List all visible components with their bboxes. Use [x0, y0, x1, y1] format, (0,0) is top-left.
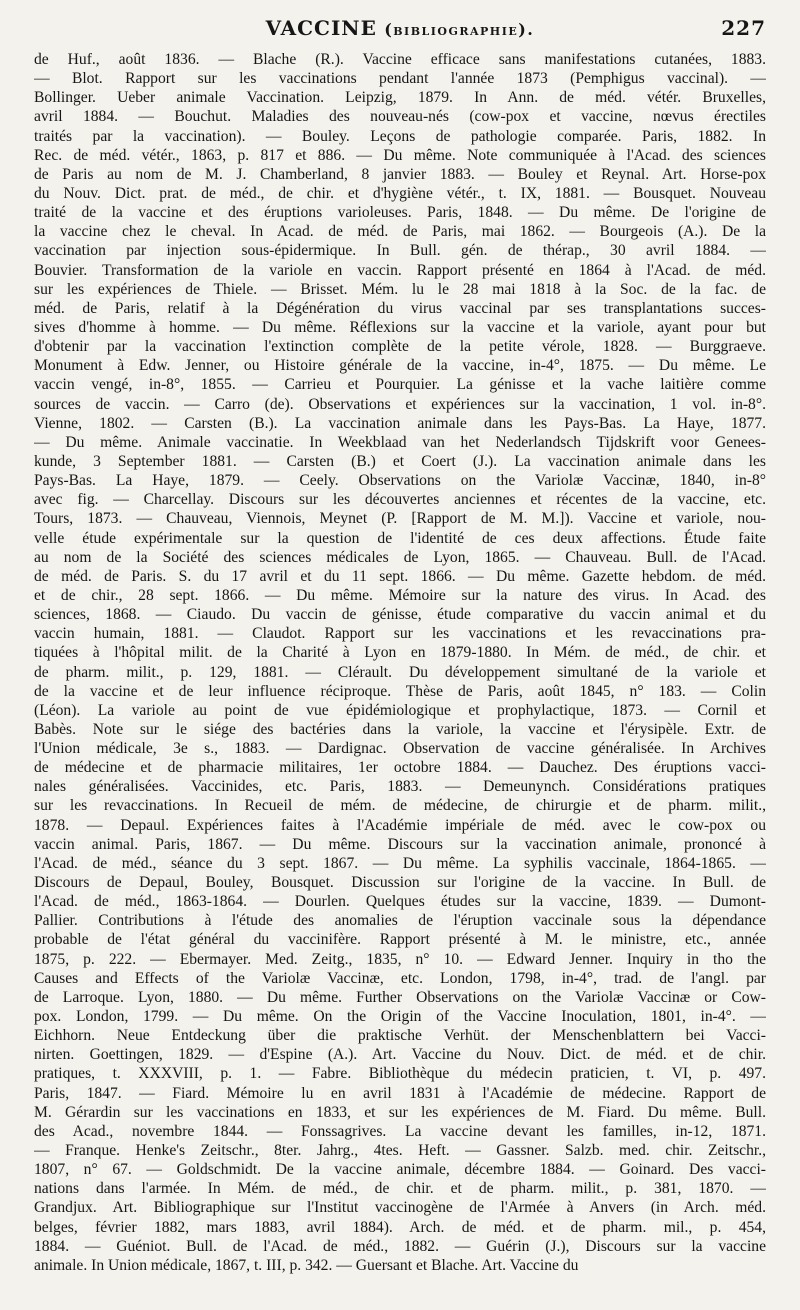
text-line: sur les revaccinations. In Recueil de mém. de médecine, de chirurgie et de pharm. milit., — [34, 797, 766, 815]
text-line: au nom de la Société des sciences médicales de Lyon, 1865. — Chauveau. Bull. de l'Acad. — [34, 548, 766, 566]
text-line: pox. London, 1799. — Du même. On the Origin of the Vaccine Inoculation, 1801, in-4°. — — [34, 1008, 766, 1026]
text-line: 1875, p. 222. — Ebermayer. Med. Zeitg., 1835, n° 10. — Edward Jenner. Inquiry in tho the — [34, 950, 766, 968]
text-line: de Huf., août 1836. — Blache (R.). Vaccine efficace sans manifestations cutanées, 1883. — [34, 51, 766, 68]
text-line: — Franque. Henke's Zeitschr., 8ter. Jahrg., 4tes. Heft. — Gassner. Salzb. med. chir. Zeitschr., — [34, 1142, 766, 1160]
page-title: VACCINE — [265, 16, 377, 40]
text-line: avec fig. — Charcellay. Discours sur les découvertes anciennes et récentes de la vaccine, etc. — [34, 491, 766, 509]
text-line: 1878. — Depaul. Expériences faites à l'Académie impériale de méd. avec le cow-pox ou — [34, 816, 766, 834]
text-line: l'Union médicale, 3e s., 1883. — Dardignac. Observation de vaccine généralisée. In Archives — [34, 740, 766, 758]
text-line: — Du même. Animale vaccinatie. In Weekblaad van het Nederlandsch Tijdskrift voor Genees- — [34, 433, 766, 451]
text-line: la vaccine chez le cheval. In Acad. de méd. de Paris, mai 1862. — Bourgeois (A.). De la — [34, 223, 766, 241]
text-line: Grandjux. Art. Bibliographique sur l'Institut vaccinogène de l'Armée à Anvers (in Arch. méd. — [34, 1199, 766, 1217]
text-line: Pallier. Contributions à l'étude des anomalies de l'éruption vaccinale sous la dépendance — [34, 912, 766, 930]
text-line: Monument à Edw. Jenner, ou Histoire générale de la vaccine, in-4°, 1875. — Du même. Le — [34, 357, 766, 375]
text-line: et de chir., 28 sept. 1866. — Du même. Mémoire sur la nature des virus. In Acad. des — [34, 586, 766, 604]
text-line: sciences, 1868. — Ciaudo. Du vaccin de génisse, étude comparative du vaccin animal et du — [34, 606, 766, 624]
text-line: de Larroque. Lyon, 1880. — Du même. Further Observations on the Variolæ Vaccinæ or Cow- — [34, 988, 766, 1006]
text-line: sives d'homme à homme. — Du même. Réflexions sur la vaccine et la variole, ayant pour but — [34, 318, 766, 336]
text-line: de pharm. milit., p. 129, 1881. — Clérault. Du développement simultané de la variole et — [34, 663, 766, 681]
text-line: kunde, 3 September 1881. — Carsten (B.) et Coert (J.). La vaccination animale dans les — [34, 452, 766, 470]
text-line: du Nouv. Dict. prat. de méd., de chir. et d'hygiène vétér., t. IX, 1881. — Bousquet. Nouveau — [34, 184, 766, 202]
page-number: 227 — [721, 16, 766, 40]
text-line: pratiques, t. XXXVIII, p. 1. — Fabre. Bibliothèque du médecin praticien, t. VI, p. 497. — [34, 1065, 766, 1083]
text-line: de méd. de Paris. S. du 17 avril et du 11 sept. 1866. — Du même. Gazette hebdom. de méd. — [34, 567, 766, 585]
text-line: 1884. — Guéniot. Bull. de l'Acad. de méd., 1882. — Guérin (J.), Discours sur la vaccine — [34, 1237, 766, 1255]
text-line: avril 1884. — Bouchut. Maladies des nouveau-nés (cow-pox et vaccine, nœvus érectiles — [34, 108, 766, 126]
text-line: Rec. de méd. vétér., 1863, p. 817 et 886. — Du même. Note communiquée à l'Acad. des sciences — [34, 146, 766, 164]
text-line: d'obtenir par la vaccination l'extinction complète de la petite vérole, 1828. — Burggraeve. — [34, 338, 766, 356]
text-line: vaccin humain, 1881. — Claudot. Rapport sur les vaccinations et les revaccinations pra- — [34, 625, 766, 643]
text-line: nations dans l'armée. In Mém. de méd., de chir. et de pharm. milit., p. 381, 1870. — — [34, 1180, 766, 1198]
running-header — [34, 16, 766, 50]
text-line: Vienne, 1802. — Carsten (B.). La vaccination animale dans les Pays-Bas. La Haye, 1877. — [34, 414, 766, 432]
text-line: vaccin animal. Paris, 1867. — Du même. Discours sur la vaccination animale, prononcé à — [34, 835, 766, 853]
text-line: Pays-Bas. La Haye, 1879. — Ceely. Observations on the Variolæ Vaccinæ, 1840, in-8° — [34, 472, 766, 490]
text-line: Bollinger. Ueber animale Vaccination. Leipzig, 1879. In Ann. de méd. vétér. Bruxelles, — [34, 89, 766, 107]
text-line: Paris, 1847. — Fiard. Mémoire lu en avril 1831 à l'Académie de médecine. Rapport de — [34, 1084, 766, 1102]
text-line: des Acad., novembre 1844. — Fonssagrives. La vaccine devant les familles, in-12, 1871. — [34, 1122, 766, 1140]
text-line: Babès. Note sur le siége des bactéries dans la variole, la vaccine et l'érysipèle. Extr. de — [34, 720, 766, 738]
text-line: 1807, n° 67. — Goldschmidt. De la vaccine animale, décembre 1884. — Goinard. Des vacci- — [34, 1161, 766, 1179]
text-line: Causes and Effects of the Variolæ Vaccinæ, etc. London, 1798, in-4°, trad. de l'angl. par — [34, 969, 766, 987]
text-line: traités par la vaccination). — Bouley. Leçons de pathologie comparée. Paris, 1882. In — [34, 127, 766, 145]
text-line: traité de la vaccine et des éruptions varioleuses. Paris, 1848. — Du même. De l'origine de — [34, 204, 766, 222]
text-line: Eichhorn. Neue Entdeckung über die praktische Verhüt. der Menschenblattern bei Vacci- — [34, 1027, 766, 1045]
text-line: vaccination par injection sous-épidermique. In Bull. gén. de thérap., 30 avril 1884. — — [34, 242, 766, 260]
text-line: Bouvier. Transformation de la variole en vaccin. Rapport présenté en 1864 à l'Acad. de méd. — [34, 261, 766, 279]
page-subtitle: (bibliographie). — [384, 20, 535, 39]
text-line: nirten. Goettingen, 1829. — d'Espine (A.). Art. Vaccine du Nouv. Dict. de méd. et de chir. — [34, 1046, 766, 1064]
text-line: Discours de Depaul, Bouley, Bousquet. Discussion sur l'origine de la vaccine. In Bull. de — [34, 874, 766, 892]
text-line: — Blot. Rapport sur les vaccinations pendant l'année 1873 (Pemphigus vaccinal). — — [34, 70, 766, 88]
text-line: nales généralisées. Vaccinides, etc. Paris, 1883. — Demeunynch. Considérations pratiques — [34, 778, 766, 796]
text-line: Tours, 1873. — Chauveau, Viennois, Meynet (P. [Rapport de M. M.]). Vaccine et variole, nou- — [34, 510, 766, 528]
bibliography-text — [34, 50, 766, 1275]
text-line: sources de vaccin. — Carro (de). Observations et expériences sur la vaccination, 1 vol. in-8°. — [34, 395, 766, 413]
text-line: sur les expériences de Thiele. — Brisset. Mém. lu le 28 mai 1818 à la Soc. de la fac. de — [34, 280, 766, 298]
text-line: M. Gérardin sur les vaccinations en 1833, et sur les expériences de M. Fiard. Du même. Bull. — [34, 1103, 766, 1121]
text-line: velle étude expérimentale sur la question de l'identité de ces deux affections. Étude faite — [34, 529, 766, 547]
text-line: l'Acad. de méd., séance du 3 sept. 1867. — Du même. La syphilis vaccinale, 1864-1865. — — [34, 854, 766, 872]
text-line: de médecine et de pharmacie militaires, 1er octobre 1884. — Dauchez. Des éruptions vacci- — [34, 759, 766, 777]
text-line: tiquées à l'hôpital milit. de la Charité à Lyon en 1879-1880. In Mém. de méd., de chir. et — [34, 644, 766, 662]
text-line: vaccin vengé, in-8°, 1855. — Carrieu et Pourquier. La génisse et la vache laitière comme — [34, 376, 766, 394]
text-line: probable de l'état général du vaccinifère. Rapport présenté à M. le ministre, etc., année — [34, 931, 766, 949]
text-line: belges, février 1882, mars 1883, avril 1884). Arch. de méd. et de pharm. mil., p. 454, — [34, 1218, 766, 1236]
text-line: méd. de Paris, relatif à la Dégénération du virus vaccinal par ses transplantations succes- — [34, 299, 766, 317]
text-line: de Paris au nom de M. J. Chamberland, 8 janvier 1883. — Bouley et Reynal. Art. Horse-pox — [34, 165, 766, 183]
text-line: (Léon). La variole au point de vue épidémiologique et prophylactique, 1873. — Cornil et — [34, 701, 766, 719]
text-line: de la vaccine et de leur influence réciproque. Thèse de Paris, août 1845, n° 183. — Colin — [34, 682, 766, 700]
text-line: animale. In Union médicale, 1867, t. III, p. 342. — Guersant et Blache. Art. Vaccine du — [34, 1256, 579, 1274]
text-line: l'Acad. de méd., 1863-1864. — Dourlen. Quelques études sur la vaccine, 1839. — Dumont- — [34, 893, 766, 911]
